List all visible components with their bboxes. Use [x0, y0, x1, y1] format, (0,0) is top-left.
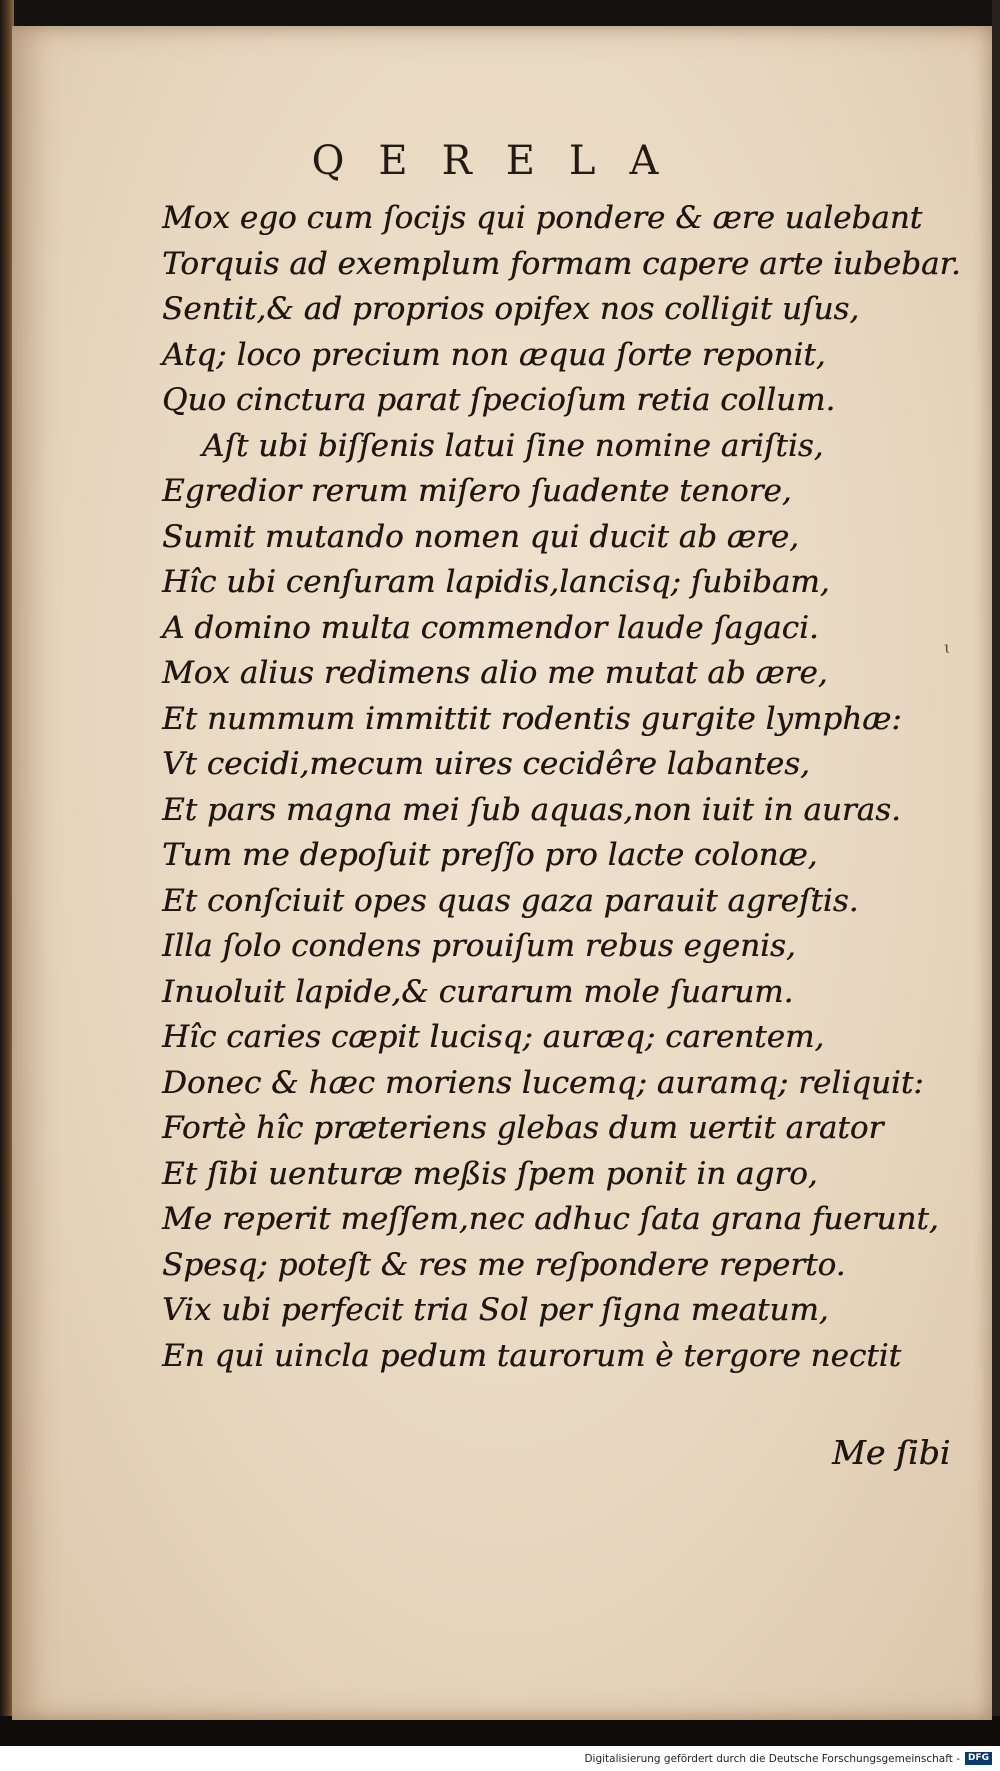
verse-line: Et pars magna mei ſub aquas,non iuit in auras.	[162, 791, 901, 828]
verse-line: Aſt ubi biſſenis latui ſine nomine ariſtis,	[202, 427, 824, 464]
catchword: Me ſibi	[832, 1433, 951, 1472]
verse-line: Mox ego cum ſocijs qui pondere & ære ualebant	[162, 200, 923, 236]
verse-line: Me reperit meſſem,nec adhuc ſata grana fuerunt,	[162, 1201, 939, 1237]
bottom-scan-border	[0, 1716, 1000, 1746]
verse-line: Hîc caries cæpit lucisq; auræq; carentem,	[162, 1019, 825, 1055]
verse-line: Vt cecidi,mecum uires cecidêre labantes,	[162, 746, 810, 782]
right-scan-border	[992, 0, 1000, 1735]
verse-block	[162, 196, 962, 1379]
running-title: QERELA	[311, 138, 693, 184]
verse-line: Mox alius redimens alio me mutat ab ære,	[162, 655, 828, 691]
book-page	[12, 26, 992, 1720]
verse-line: Et nummum immittit rodentis gurgite lymphæ:	[162, 700, 902, 737]
verse-line: Donec & hæc moriens lucemq; auramq; reliquit:	[162, 1064, 924, 1101]
verse-line: Et ſibi uenturæ meßis ſpem ponit in agro,	[162, 1155, 818, 1192]
verse-line: Hîc ubi cenſuram lapidis,lancisq; ſubibam,	[162, 564, 830, 600]
verse-line: En qui uincla pedum taurorum è tergore nectit	[162, 1337, 902, 1374]
verse-line: Atq; loco precium non æqua ſorte reponit,	[162, 336, 826, 373]
digitization-credit	[584, 1752, 992, 1765]
verse-line: Et conſciuit opes quas gaza parauit agreſtis.	[162, 882, 859, 919]
verse-line: Spesq; poteſt & res me reſpondere reperto.	[162, 1246, 846, 1283]
verse-line: Quo cinctura parat ſpecioſum retia collum.	[162, 382, 836, 418]
verse-line: Inuoluit lapide,& curarum mole ſuarum.	[162, 973, 794, 1010]
margin-mark: ɩ	[944, 638, 951, 657]
verse-line: Illa ſolo condens prouiſum rebus egenis,	[162, 928, 796, 964]
verse-line: Fortè hîc præteriens glebas dum uertit arator	[162, 1110, 884, 1146]
verse-line: Tum me depoſuit preſſo pro lacte colonæ,	[162, 837, 818, 873]
verse-line: Sumit mutando nomen qui ducit ab ære,	[162, 518, 799, 555]
verse-line: A domino multa commendor laude ſagaci.	[162, 609, 819, 646]
verse-line: Torquis ad exemplum formam capere arte iubebar.	[162, 245, 961, 282]
dfg-logo-icon: DFG	[965, 1752, 992, 1765]
verse-line: Sentit,& ad proprios opifex nos colligit uſus,	[162, 291, 860, 327]
credit-text: Digitalisierung gefördert durch die Deutsche Forschungsgemeinschaft -	[584, 1752, 960, 1765]
verse-line: Egredior rerum miſero ſuadente tenore,	[162, 473, 792, 509]
verse-line: Vix ubi perfecit tria Sol per ſigna meatum,	[162, 1292, 829, 1328]
